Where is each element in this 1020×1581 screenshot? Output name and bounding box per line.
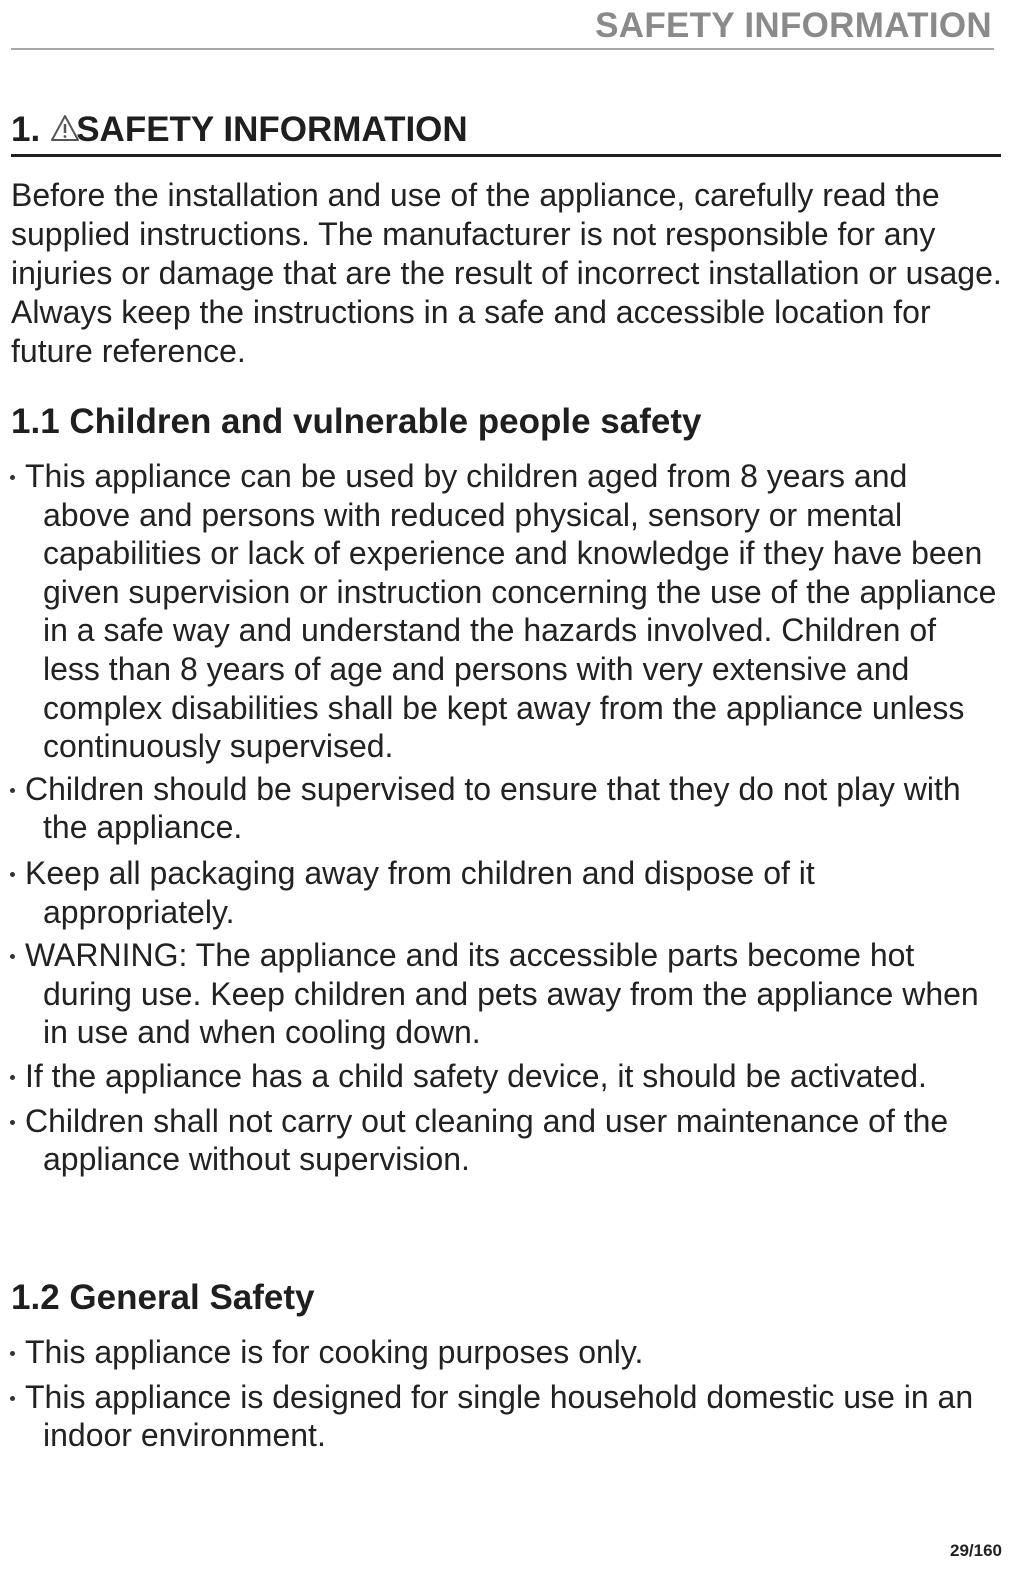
warning-triangle-icon: [50, 112, 80, 142]
bullet-icon: [10, 1120, 15, 1125]
list-item: Keep all packaging away from children and dispose of it appropriately.: [8, 854, 998, 931]
list-item: This appliance is for cooking purposes only.: [8, 1333, 998, 1372]
list-item: This appliance is designed for single household domestic use in an indoor environment.: [8, 1378, 998, 1455]
bullet-icon: [10, 872, 15, 877]
section-divider: [11, 154, 1001, 157]
list-item: Children should be supervised to ensure that they do not play with the appliance.: [8, 770, 998, 847]
header-divider: [11, 48, 994, 50]
list-item: WARNING: The appliance and its accessible parts become hot during use. Keep children and pets away from the appliance when in use and when cooling down.: [8, 936, 998, 1052]
children-safety-list: [8, 457, 998, 1179]
section-number: 1.: [11, 110, 41, 149]
section-title: [11, 110, 468, 150]
list-item: If the appliance has a child safety device, it should be activated.: [8, 1057, 998, 1096]
bullet-icon: [10, 1075, 15, 1080]
section-title-text: SAFETY INFORMATION: [76, 110, 468, 149]
running-header: SAFETY INFORMATION: [595, 6, 992, 45]
bullet-icon: [10, 788, 15, 793]
bullet-icon: [10, 475, 15, 480]
intro-paragraph: Before the installation and use of the appliance, carefully read the supplied instructions. The manufacturer is not responsible for any injuries or damage that are the result of incorrect installation or usage. Always keep the instructions in a safe and accessible location for future reference.: [11, 177, 1002, 369]
list-item: This appliance can be used by children aged from 8 years and above and persons with reduced physical, sensory or mental capabilities or lack of experience and knowledge if they have been given supervision or instruction concerning the use of the appliance in a safe way and understand the hazards involved. Children of less than 8 years of age and persons with very extensive and complex disabilities shall be kept away from the appliance unless continuously supervised.: [8, 457, 998, 766]
general-safety-list: [8, 1333, 998, 1455]
bullet-icon: [10, 1351, 15, 1356]
bullet-icon: [10, 1396, 15, 1401]
subsection-heading-children-safety: 1.1 Children and vulnerable people safety: [11, 402, 702, 441]
list-item: Children shall not carry out cleaning and user maintenance of the appliance without supervision.: [8, 1102, 998, 1179]
bullet-icon: [10, 954, 15, 959]
subsection-heading-general-safety: 1.2 General Safety: [11, 1278, 315, 1317]
page-number: 29/160: [950, 1541, 1002, 1560]
